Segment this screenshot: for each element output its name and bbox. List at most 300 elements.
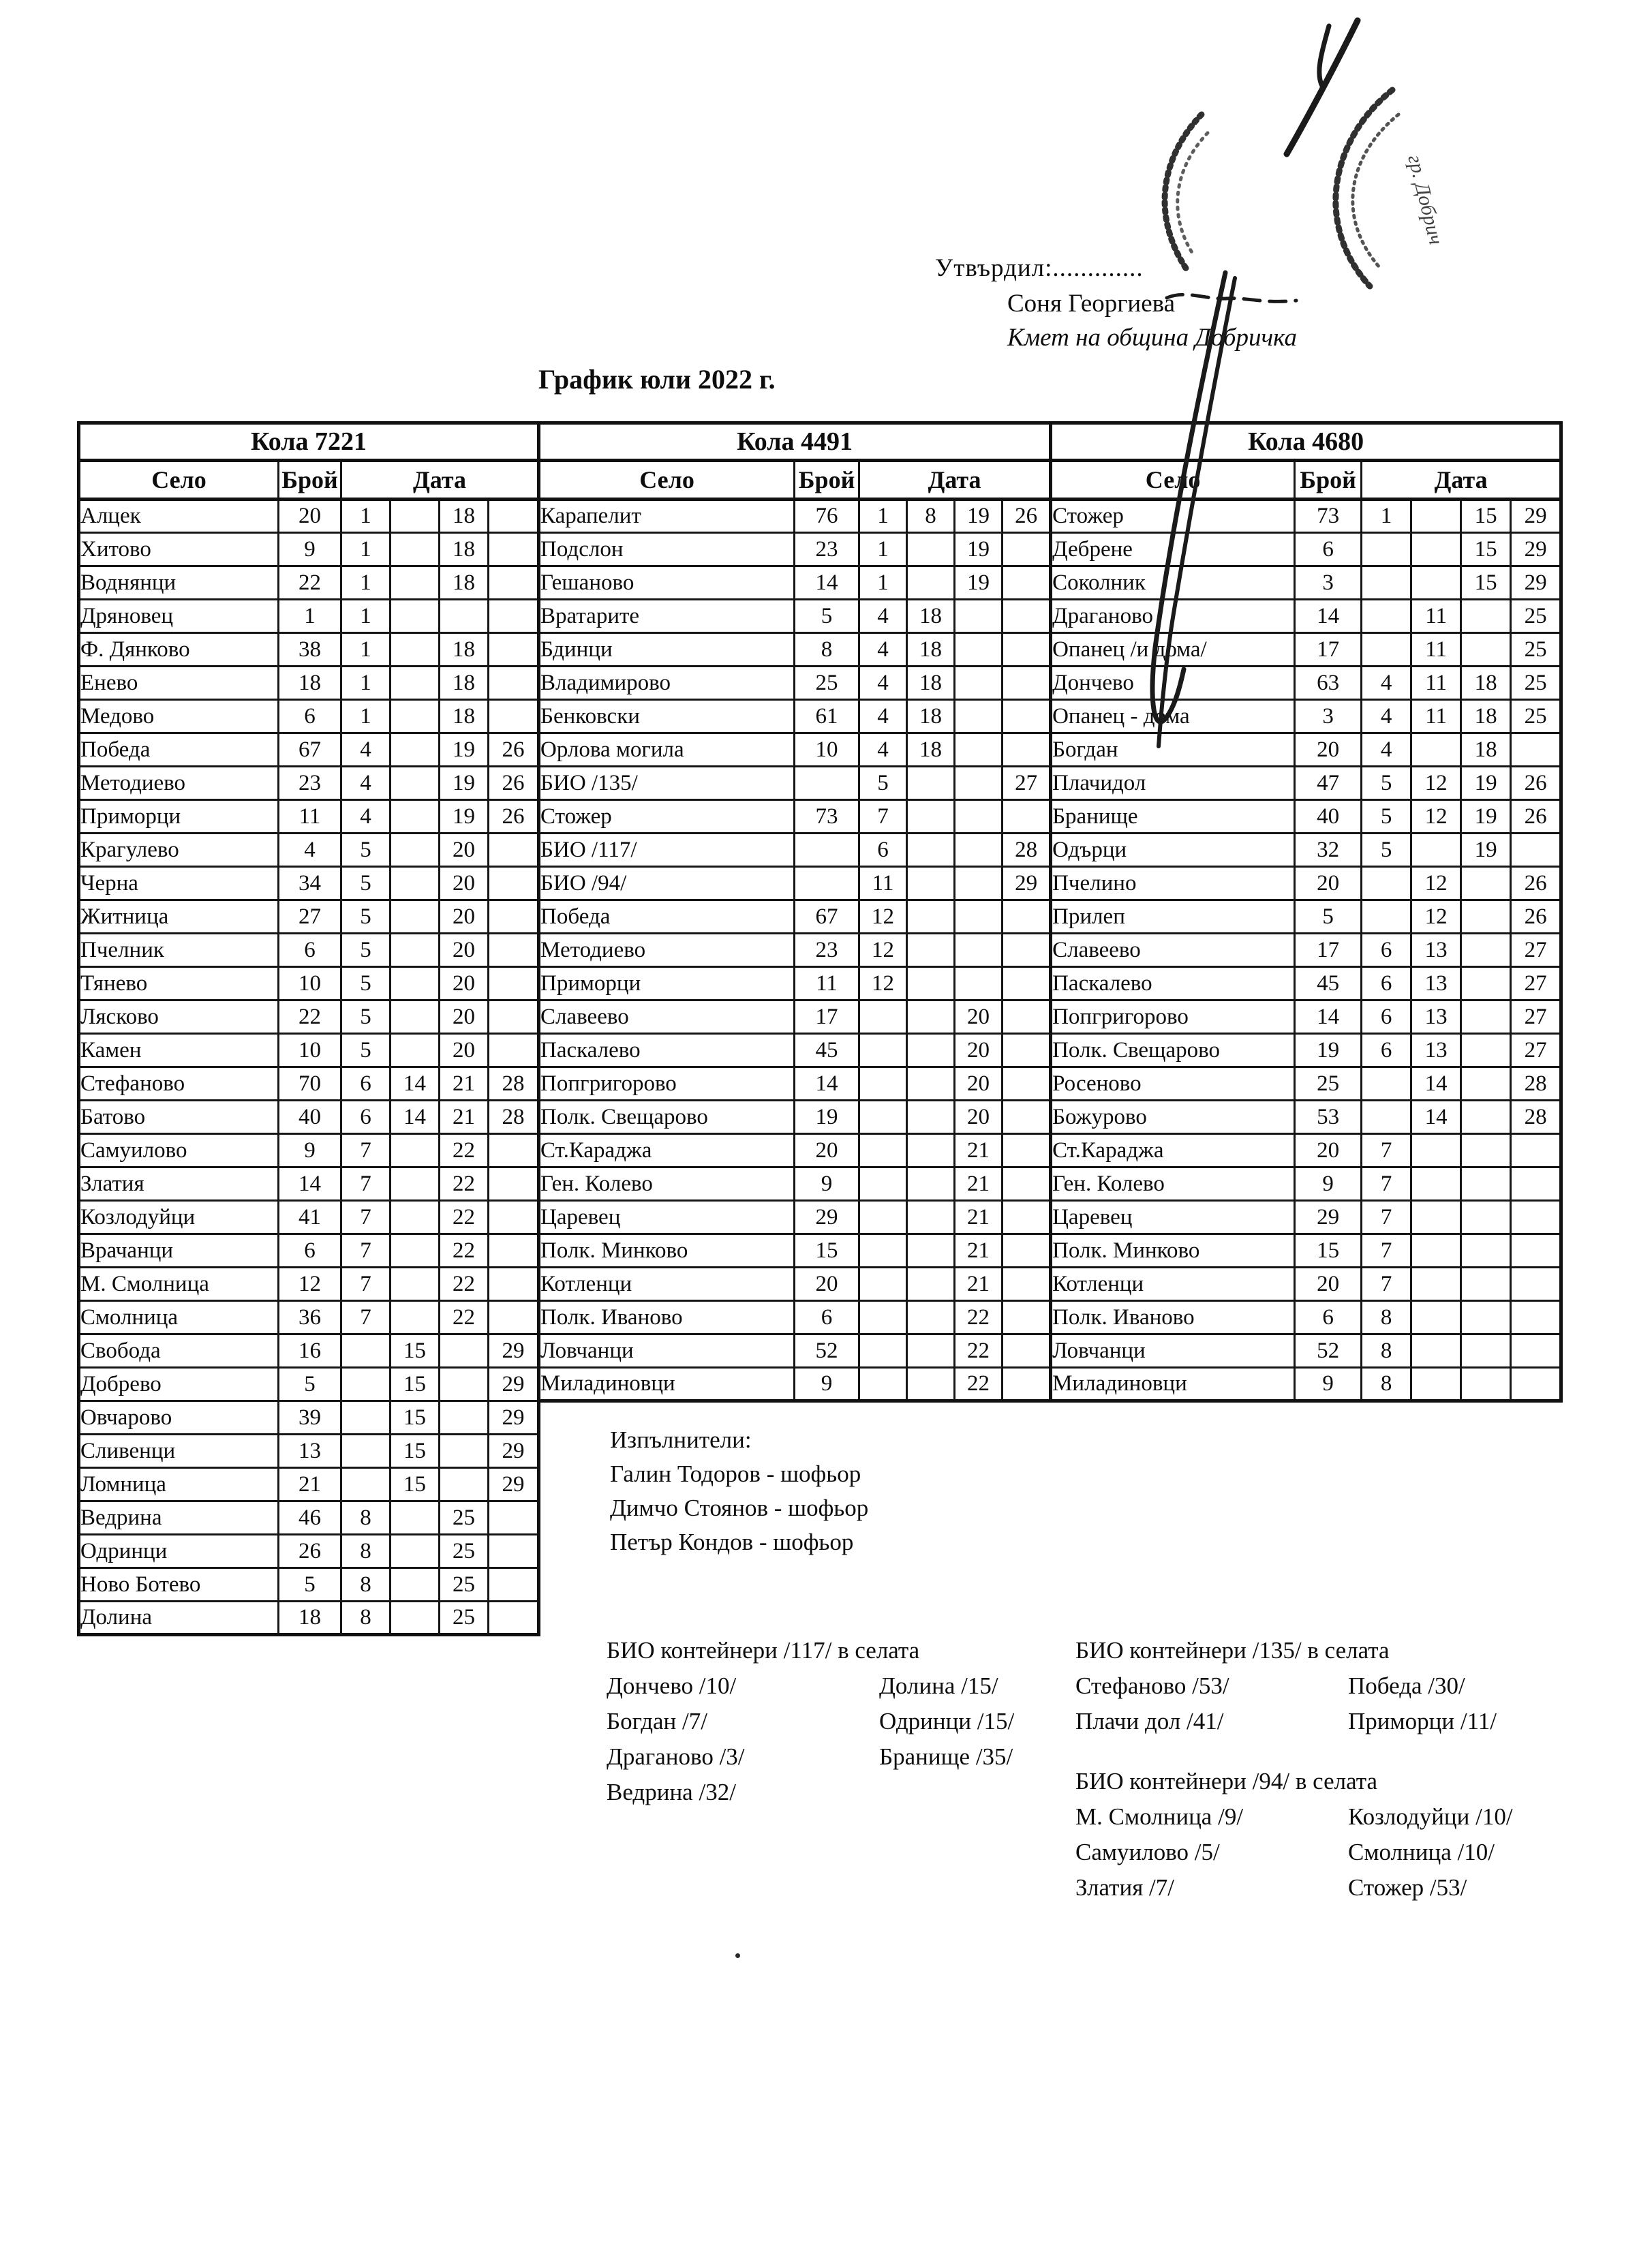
date-cell	[1461, 600, 1511, 633]
date-cell	[1461, 1334, 1511, 1368]
village-cell: Гешаново	[539, 566, 795, 600]
date-cell	[391, 1535, 440, 1568]
table-row	[539, 767, 1051, 800]
village-cell: Крагулево	[79, 834, 279, 867]
village-cell: Прилеп	[1051, 900, 1295, 934]
count-cell	[795, 767, 859, 800]
village-cell: Попгригорово	[1051, 1000, 1295, 1034]
date-cell	[1003, 1268, 1051, 1301]
date-cell: 26	[1511, 900, 1561, 934]
date-cell: 20	[440, 867, 489, 900]
count-cell: 6	[795, 1301, 859, 1334]
date-cell: 11	[859, 867, 907, 900]
table-row	[1051, 1301, 1561, 1334]
village-cell: БИО /117/	[539, 834, 795, 867]
date-cell: 25	[440, 1501, 489, 1535]
col-header-count: Брой	[279, 461, 341, 500]
date-cell: 22	[440, 1201, 489, 1234]
date-cell	[955, 867, 1003, 900]
date-cell	[1461, 1034, 1511, 1067]
table-row	[539, 834, 1051, 867]
village-cell: Ген. Колево	[1051, 1167, 1295, 1201]
village-cell: Стожер	[539, 800, 795, 834]
date-cell: 7	[1362, 1268, 1411, 1301]
date-cell	[489, 600, 539, 633]
car-title: Кола 7221	[79, 423, 539, 461]
table-row	[539, 667, 1051, 700]
village-cell: Приморци	[539, 967, 795, 1000]
table-row	[539, 867, 1051, 900]
approved-label: Утвърдил:.............	[935, 254, 1144, 282]
signature-hook-stroke	[1319, 26, 1329, 87]
count-cell: 10	[279, 967, 341, 1000]
table-row	[79, 1201, 539, 1234]
table-row	[539, 600, 1051, 633]
date-cell	[955, 767, 1003, 800]
date-cell	[391, 1568, 440, 1602]
village-cell: Медово	[79, 700, 279, 733]
table-row	[79, 834, 539, 867]
date-cell	[341, 1401, 391, 1435]
table-row	[1051, 934, 1561, 967]
date-cell	[391, 1602, 440, 1635]
date-cell: 25	[1511, 600, 1561, 633]
count-cell: 23	[795, 934, 859, 967]
count-cell: 6	[279, 1234, 341, 1268]
date-cell: 18	[907, 633, 955, 667]
date-cell: 13	[1411, 1000, 1461, 1034]
date-cell	[391, 1301, 440, 1334]
date-cell: 20	[440, 900, 489, 934]
date-cell: 27	[1003, 767, 1051, 800]
count-cell: 5	[279, 1368, 341, 1401]
date-cell	[907, 1134, 955, 1167]
date-cell: 15	[391, 1435, 440, 1468]
village-cell: Самуилово	[79, 1134, 279, 1167]
date-cell: 5	[1362, 800, 1411, 834]
date-cell: 12	[1411, 867, 1461, 900]
date-cell: 25	[1511, 633, 1561, 667]
table-row	[79, 1501, 539, 1535]
date-cell	[1362, 867, 1411, 900]
date-cell: 12	[1411, 767, 1461, 800]
date-cell	[907, 834, 955, 867]
bio-section-title: БИО контейнери /94/ в селата	[1075, 1768, 1377, 1794]
village-cell: Воднянци	[79, 566, 279, 600]
date-cell: 8	[341, 1501, 391, 1535]
table-row	[79, 934, 539, 967]
table-row	[539, 1134, 1051, 1167]
date-cell	[1461, 633, 1511, 667]
schedule-table-кола-4680	[1049, 421, 1563, 1403]
date-cell	[391, 633, 440, 667]
village-cell: Добрево	[79, 1368, 279, 1401]
date-cell: 4	[859, 700, 907, 733]
stamp-right-inner-arc	[1353, 114, 1398, 267]
date-cell: 29	[1511, 566, 1561, 600]
col-header-date: Дата	[859, 461, 1051, 500]
count-cell: 21	[279, 1468, 341, 1501]
date-cell	[391, 700, 440, 733]
count-cell: 5	[795, 600, 859, 633]
date-cell: 20	[440, 934, 489, 967]
date-cell	[1411, 500, 1461, 533]
count-cell: 9	[795, 1167, 859, 1201]
table-row	[79, 1368, 539, 1401]
count-cell: 9	[279, 533, 341, 566]
date-cell	[1003, 1368, 1051, 1401]
date-cell: 1	[341, 566, 391, 600]
count-cell: 36	[279, 1301, 341, 1334]
date-cell	[907, 900, 955, 934]
count-cell: 25	[795, 667, 859, 700]
date-cell	[489, 700, 539, 733]
date-cell: 1	[341, 633, 391, 667]
count-cell: 29	[1295, 1201, 1362, 1234]
table-row	[79, 1301, 539, 1334]
date-cell: 18	[440, 633, 489, 667]
count-cell: 1	[279, 600, 341, 633]
village-cell: Дебрене	[1051, 533, 1295, 566]
date-cell	[1003, 566, 1051, 600]
date-cell: 4	[859, 667, 907, 700]
date-cell	[1461, 1167, 1511, 1201]
count-cell: 9	[279, 1134, 341, 1167]
date-cell	[1511, 1201, 1561, 1234]
date-cell: 19	[440, 767, 489, 800]
date-cell	[391, 600, 440, 633]
village-cell: Ловчанци	[539, 1334, 795, 1368]
village-cell: Росеново	[1051, 1067, 1295, 1101]
table-row	[1051, 1268, 1561, 1301]
date-cell: 18	[907, 700, 955, 733]
village-cell: Батово	[79, 1101, 279, 1134]
date-cell	[1003, 967, 1051, 1000]
col-header-village: Село	[1051, 461, 1295, 500]
count-cell: 67	[279, 733, 341, 767]
count-cell: 67	[795, 900, 859, 934]
date-cell	[1003, 1167, 1051, 1201]
table-row	[1051, 566, 1561, 600]
village-cell: Стефаново	[79, 1067, 279, 1101]
date-cell	[489, 500, 539, 533]
date-cell	[1003, 800, 1051, 834]
village-cell: Приморци	[79, 800, 279, 834]
village-cell: Лясково	[79, 1000, 279, 1034]
date-cell: 4	[341, 800, 391, 834]
count-cell: 15	[1295, 1234, 1362, 1268]
count-cell: 14	[1295, 1000, 1362, 1034]
count-cell	[795, 867, 859, 900]
date-cell: 18	[907, 600, 955, 633]
date-cell: 27	[1511, 1034, 1561, 1067]
table-row	[1051, 1167, 1561, 1201]
date-cell: 29	[1511, 533, 1561, 566]
date-cell: 1	[859, 500, 907, 533]
table-row	[1051, 533, 1561, 566]
village-cell: Котленци	[539, 1268, 795, 1301]
date-cell	[391, 1268, 440, 1301]
village-cell: Паскалево	[539, 1034, 795, 1067]
date-cell: 21	[955, 1134, 1003, 1167]
date-cell: 19	[955, 500, 1003, 533]
date-cell	[391, 500, 440, 533]
date-cell	[1362, 566, 1411, 600]
date-cell	[1003, 1134, 1051, 1167]
date-cell: 19	[1461, 767, 1511, 800]
scan-speck	[735, 1953, 740, 1958]
date-cell: 1	[341, 600, 391, 633]
count-cell: 41	[279, 1201, 341, 1234]
village-cell: Ст.Караджа	[1051, 1134, 1295, 1167]
executors-label: Изпълнители:	[610, 1426, 752, 1453]
village-cell: Опанец - дома	[1051, 700, 1295, 733]
date-cell	[391, 767, 440, 800]
count-cell: 17	[795, 1000, 859, 1034]
date-cell: 18	[907, 733, 955, 767]
village-cell: Славеево	[1051, 934, 1295, 967]
date-cell: 5	[341, 1000, 391, 1034]
date-cell	[907, 934, 955, 967]
date-cell: 28	[489, 1101, 539, 1134]
count-cell	[795, 834, 859, 867]
count-cell: 45	[795, 1034, 859, 1067]
bio-section-title: БИО контейнери /135/ в селата	[1075, 1637, 1390, 1664]
date-cell	[489, 1000, 539, 1034]
date-cell	[907, 1067, 955, 1101]
village-cell: Паскалево	[1051, 967, 1295, 1000]
date-cell	[489, 934, 539, 967]
date-cell	[391, 867, 440, 900]
count-cell: 12	[279, 1268, 341, 1301]
count-cell: 14	[279, 1167, 341, 1201]
date-cell: 8	[1362, 1334, 1411, 1368]
date-cell: 7	[341, 1301, 391, 1334]
village-cell: Ф. Дянково	[79, 633, 279, 667]
col-header-count: Брой	[1295, 461, 1362, 500]
date-cell: 21	[955, 1167, 1003, 1201]
table-row	[539, 733, 1051, 767]
date-cell	[1003, 1067, 1051, 1101]
count-cell: 19	[795, 1101, 859, 1134]
table-row	[539, 1301, 1051, 1334]
village-cell: Бранище	[1051, 800, 1295, 834]
village-cell: Методиево	[79, 767, 279, 800]
date-cell	[1362, 600, 1411, 633]
count-cell: 17	[1295, 633, 1362, 667]
date-cell	[907, 967, 955, 1000]
date-cell	[391, 1501, 440, 1535]
date-cell	[1511, 1167, 1561, 1201]
date-cell: 5	[341, 867, 391, 900]
date-cell: 11	[1411, 600, 1461, 633]
table-row	[539, 1234, 1051, 1268]
village-cell: Подслон	[539, 533, 795, 566]
date-cell	[907, 1000, 955, 1034]
date-cell: 7	[341, 1201, 391, 1234]
stamp-right-outer-arc	[1336, 90, 1392, 286]
date-cell	[1461, 1000, 1511, 1034]
date-cell	[859, 1000, 907, 1034]
table-row	[539, 700, 1051, 733]
date-cell	[1461, 1368, 1511, 1401]
date-cell	[489, 633, 539, 667]
table-row	[1051, 1234, 1561, 1268]
count-cell: 26	[279, 1535, 341, 1568]
bio-item: Козлодуйци /10/	[1348, 1803, 1513, 1830]
date-cell: 21	[440, 1101, 489, 1134]
count-cell: 39	[279, 1401, 341, 1435]
date-cell	[391, 1167, 440, 1201]
date-cell: 26	[1511, 867, 1561, 900]
date-cell: 12	[859, 934, 907, 967]
date-cell	[1003, 633, 1051, 667]
village-cell: Пчелино	[1051, 867, 1295, 900]
date-cell	[907, 566, 955, 600]
count-cell: 76	[795, 500, 859, 533]
table-row	[539, 1334, 1051, 1368]
date-cell	[1461, 934, 1511, 967]
date-cell: 15	[391, 1468, 440, 1501]
date-cell	[1411, 1301, 1461, 1334]
date-cell	[1511, 834, 1561, 867]
col-header-date: Дата	[341, 461, 539, 500]
date-cell	[859, 1134, 907, 1167]
count-cell: 19	[1295, 1034, 1362, 1067]
table-row	[1051, 1334, 1561, 1368]
date-cell	[859, 1167, 907, 1201]
table-row	[539, 1167, 1051, 1201]
date-cell	[955, 900, 1003, 934]
village-cell: Одринци	[79, 1535, 279, 1568]
date-cell	[1511, 733, 1561, 767]
date-cell: 8	[341, 1602, 391, 1635]
village-cell: Драганово	[1051, 600, 1295, 633]
table-row	[1051, 900, 1561, 934]
count-cell: 70	[279, 1067, 341, 1101]
village-cell: Карапелит	[539, 500, 795, 533]
date-cell: 29	[489, 1435, 539, 1468]
village-cell: Божурово	[1051, 1101, 1295, 1134]
table-row	[539, 566, 1051, 600]
date-cell: 22	[955, 1334, 1003, 1368]
date-cell: 26	[489, 800, 539, 834]
village-cell: Плачидол	[1051, 767, 1295, 800]
count-cell: 18	[279, 1602, 341, 1635]
date-cell: 15	[391, 1334, 440, 1368]
village-cell: Полк. Свещарово	[539, 1101, 795, 1134]
count-cell: 9	[1295, 1167, 1362, 1201]
date-cell	[1511, 1301, 1561, 1334]
date-cell	[907, 1234, 955, 1268]
date-cell	[1461, 1101, 1511, 1134]
date-cell: 13	[1411, 967, 1461, 1000]
date-cell	[859, 1101, 907, 1134]
date-cell	[907, 867, 955, 900]
date-cell	[1003, 600, 1051, 633]
stamp-left-inner-arc	[1178, 133, 1208, 256]
date-cell: 12	[859, 900, 907, 934]
date-cell	[907, 800, 955, 834]
count-cell: 14	[1295, 600, 1362, 633]
date-cell: 5	[341, 900, 391, 934]
date-cell: 26	[1003, 500, 1051, 533]
village-cell: Ново Ботево	[79, 1568, 279, 1602]
count-cell: 52	[1295, 1334, 1362, 1368]
count-cell: 22	[279, 566, 341, 600]
date-cell: 12	[1411, 800, 1461, 834]
date-cell	[907, 1167, 955, 1201]
village-cell: Полк. Свещарово	[1051, 1034, 1295, 1067]
date-cell	[1411, 1167, 1461, 1201]
date-cell	[391, 533, 440, 566]
count-cell: 29	[795, 1201, 859, 1234]
village-cell: Енево	[79, 667, 279, 700]
date-cell: 20	[955, 1034, 1003, 1067]
date-cell: 20	[440, 967, 489, 1000]
date-cell	[955, 967, 1003, 1000]
table-row	[1051, 1201, 1561, 1234]
date-cell: 11	[1411, 667, 1461, 700]
village-cell: Пчелник	[79, 934, 279, 967]
count-cell: 11	[279, 800, 341, 834]
date-cell: 1	[341, 700, 391, 733]
date-cell	[1511, 1334, 1561, 1368]
date-cell: 21	[955, 1234, 1003, 1268]
bio-item: Драганово /3/	[607, 1743, 745, 1770]
executor-item: Галин Тодоров - шофьор	[610, 1461, 861, 1487]
count-cell: 9	[795, 1368, 859, 1401]
table-row	[539, 967, 1051, 1000]
village-cell: Миладиновци	[1051, 1368, 1295, 1401]
count-cell: 61	[795, 700, 859, 733]
date-cell	[955, 667, 1003, 700]
date-cell	[391, 1234, 440, 1268]
bio-item: Победа /30/	[1348, 1672, 1465, 1699]
date-cell: 18	[1461, 733, 1511, 767]
village-cell: Полк. Иваново	[539, 1301, 795, 1334]
car-title: Кола 4491	[539, 423, 1051, 461]
date-cell	[489, 967, 539, 1000]
col-header-village: Село	[539, 461, 795, 500]
village-cell: Миладиновци	[539, 1368, 795, 1401]
bio-item: Стожер /53/	[1348, 1874, 1467, 1901]
date-cell	[1003, 1034, 1051, 1067]
date-cell: 29	[489, 1368, 539, 1401]
date-cell: 21	[440, 1067, 489, 1101]
count-cell: 5	[279, 1568, 341, 1602]
date-cell	[440, 1435, 489, 1468]
date-cell: 12	[1411, 900, 1461, 934]
date-cell	[907, 1301, 955, 1334]
count-cell: 5	[1295, 900, 1362, 934]
date-cell: 5	[1362, 834, 1411, 867]
village-cell: Долина	[79, 1602, 279, 1635]
date-cell	[1003, 667, 1051, 700]
date-cell	[489, 1602, 539, 1635]
count-cell: 8	[795, 633, 859, 667]
count-cell: 18	[279, 667, 341, 700]
count-cell: 15	[795, 1234, 859, 1268]
date-cell: 14	[391, 1101, 440, 1134]
table-row	[79, 900, 539, 934]
date-cell	[489, 1535, 539, 1568]
count-cell: 6	[279, 700, 341, 733]
schedule-table-кола-4491	[537, 421, 1052, 1403]
village-cell: Врачанци	[79, 1234, 279, 1268]
date-cell	[1003, 1201, 1051, 1234]
date-cell: 28	[1511, 1067, 1561, 1101]
